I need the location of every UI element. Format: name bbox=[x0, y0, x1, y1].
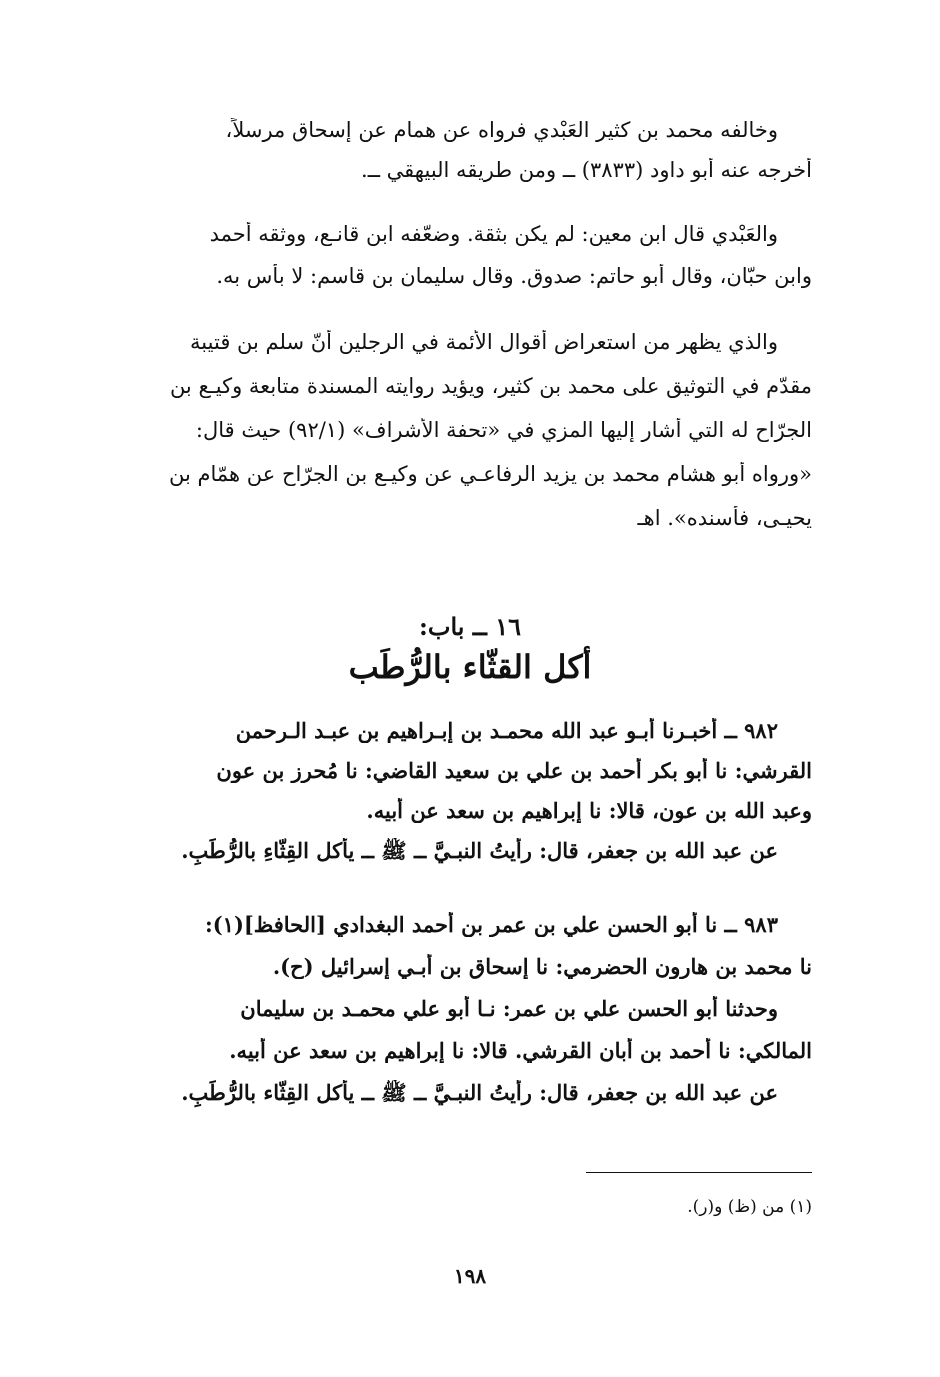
text-line: «ورواه أبو هشام محمد بن يزيد الرفاعـي عن وكيـع بن الجرّاح عن همّام بن bbox=[168, 462, 812, 486]
page-number: ١٩٨ bbox=[453, 1264, 487, 1288]
text-line: وعبد الله بن عون، قالا: نا إبراهيم بن سعد عن أبيه. bbox=[366, 798, 812, 823]
text-line: ٩٨٣ ــ نا أبو الحسن علي بن عمر بن أحمد البغدادي [الحافظ](١): bbox=[204, 912, 778, 937]
hadith-983 bbox=[128, 912, 812, 1132]
footnote-divider bbox=[586, 1172, 812, 1173]
text-line: وخالفه محمد بن كثير العَبْدي فرواه عن همام عن إسحاق مرسلاً، bbox=[225, 118, 778, 142]
text-line: وحدثنا أبو الحسن علي بن عمر: نـا أبو علي محمـد بن سليمان bbox=[240, 996, 778, 1021]
text-line: والعَبْدي قال ابن معين: لم يكن بثقة. وضعّفه ابن قانـع، ووثقه أحمد bbox=[209, 222, 778, 246]
hadith-982 bbox=[128, 718, 812, 898]
chapter-number: ١٦ ــ باب: bbox=[419, 612, 521, 641]
text-line: الجرّاح له التي أشار إليها المزي في «تحفة الأشراف» (٩٢/١) حيث قال: bbox=[195, 418, 812, 442]
chapter-title: أكل القثّاء بالرُّطَب bbox=[348, 648, 592, 686]
paragraph-1 bbox=[128, 118, 812, 198]
footnote: (١) من (ظ) و(ر). bbox=[687, 1197, 812, 1217]
text-line: عن عبد الله بن جعفر، قال: رأيتُ النبـيَّ ــ ﷺ ــ يأكل القِثّاءِ بالرُّطَبِ. bbox=[181, 838, 778, 863]
text-line: نا محمد بن هارون الحضرمي: نا إسحاق بن أبـي إسرائيل (ح). bbox=[272, 954, 812, 979]
text-line: ٩٨٢ ــ أخبـرنا أبـو عبد الله محمـد بن إبـراهيم بن عبـد الـرحمن bbox=[235, 718, 778, 743]
text-line: أخرجه عنه أبو داود (٣٨٣٣) ــ ومن طريقه البيهقي ــ. bbox=[361, 158, 812, 182]
text-line: مقدّم في التوثيق على محمد بن كثير، ويؤيد روايته المسندة متابعة وكيـع بن bbox=[169, 374, 812, 398]
text-line: يحيـى، فأسنده». اهـ bbox=[637, 506, 812, 530]
text-line: عن عبد الله بن جعفر، قال: رأيتُ النبـيَّ ــ ﷺ ــ يأكل القِثّاء بالرُّطَبِ. bbox=[181, 1080, 778, 1105]
paragraph-3 bbox=[128, 330, 812, 550]
text-line: القرشي: نا أبو بكر أحمد بن علي بن سعيد القاضي: نا مُحرز بن عون bbox=[216, 758, 812, 783]
text-line: والذي يظهر من استعراض أقوال الأئمة في الرجلين أنّ سلم بن قتيبة bbox=[190, 330, 778, 354]
text-line: المالكي: نا أحمد بن أبان القرشي. قالا: نا إبراهيم بن سعد عن أبيه. bbox=[229, 1038, 812, 1063]
text-line: وابن حبّان، وقال أبو حاتم: صدوق. وقال سليمان بن قاسم: لا بأس به. bbox=[216, 264, 812, 288]
paragraph-2 bbox=[128, 222, 812, 302]
book-page bbox=[128, 0, 812, 1377]
